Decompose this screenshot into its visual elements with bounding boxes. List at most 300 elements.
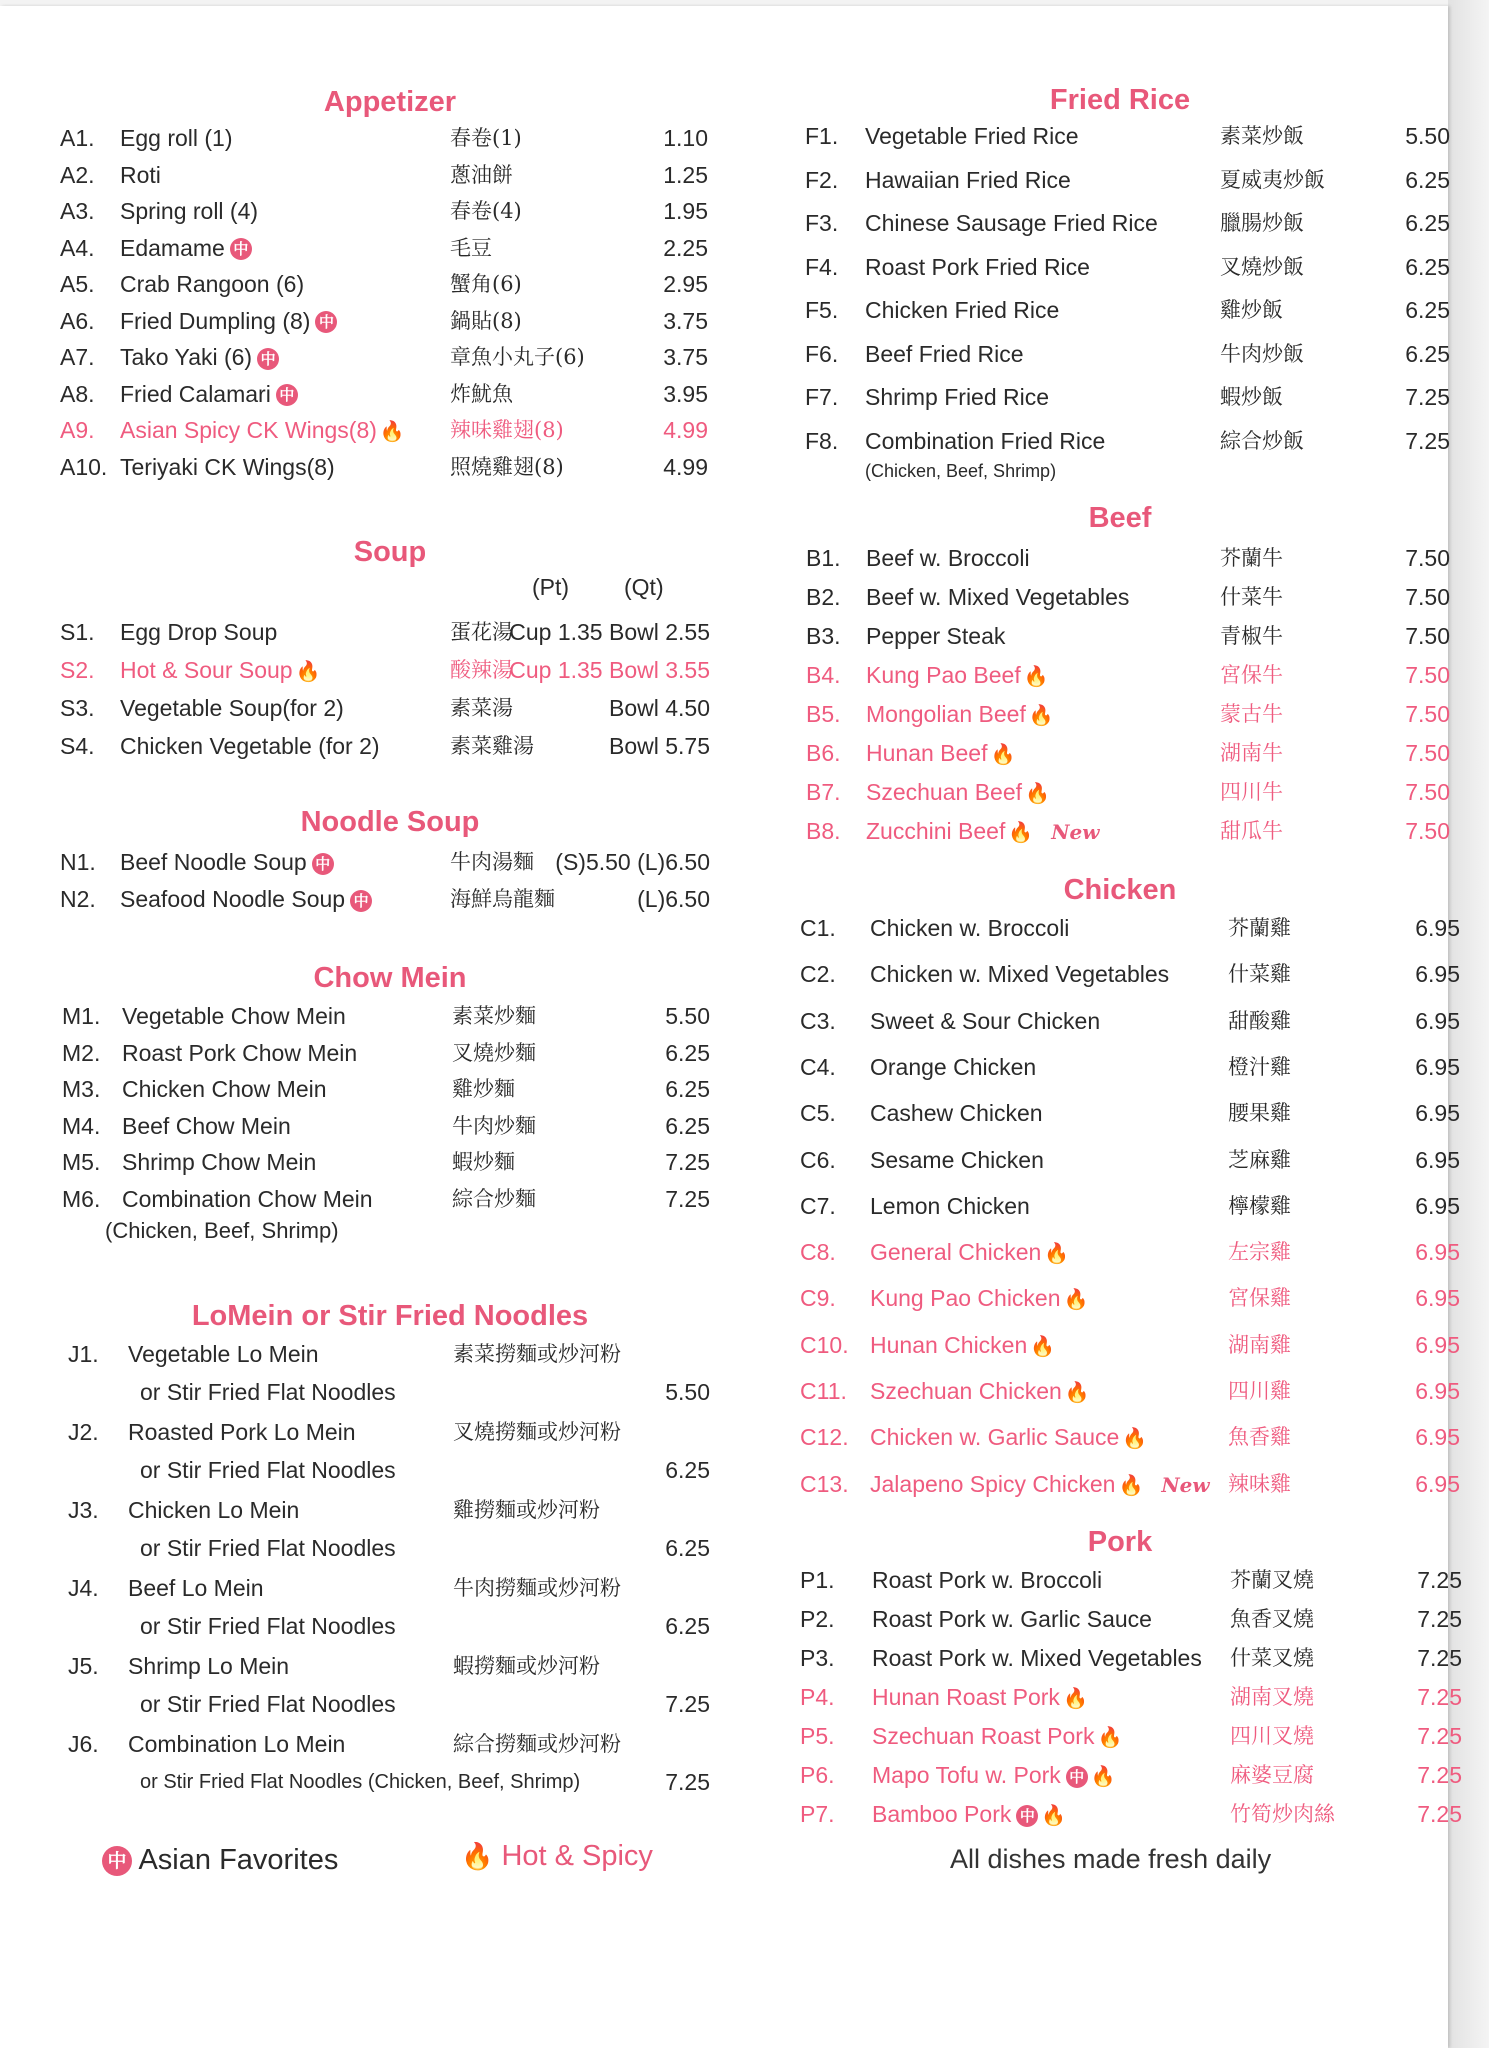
item-number: C5. — [800, 1100, 836, 1127]
item-name-text: Roast Pork Fried Rice — [865, 253, 1090, 280]
item-name — [120, 690, 344, 726]
item-number: A5. — [60, 271, 95, 297]
menu-item — [800, 1718, 1462, 1754]
asian-favorite-icon: 中 — [315, 311, 337, 333]
section-title: Chicken — [1063, 874, 1177, 906]
item-number: B7. — [806, 779, 841, 805]
menu-item — [800, 1562, 1462, 1598]
item-name-text: Hunan Roast Pork — [872, 1684, 1060, 1710]
item-name — [120, 881, 372, 917]
legend-spicy — [458, 1840, 653, 1873]
item-price: 6.95 — [1415, 1192, 1460, 1219]
item-name-text: Vegetable Fried Rice — [865, 123, 1079, 149]
item-number: M4. — [62, 1112, 101, 1139]
item-name-text: Sesame Chicken — [870, 1146, 1044, 1173]
item-price: 7.50 — [1405, 740, 1450, 766]
menu-item — [60, 157, 720, 193]
item-name-text: Vegetable Lo Mein — [128, 1341, 319, 1367]
item-number: F1. — [805, 123, 839, 149]
item-chinese-name: 炸魷魚 — [450, 381, 513, 406]
item-name-text: Teriyaki CK Wings(8) — [120, 453, 335, 480]
item-price: 5.50 — [665, 1379, 710, 1405]
item-name-text: Combination Fried Rice — [865, 427, 1106, 454]
item-chinese-name: 麻婆豆腐 — [1230, 1763, 1314, 1787]
item-name — [122, 1108, 291, 1144]
item-name-text: Roast Pork Chow Mein — [122, 1039, 358, 1066]
item-name-text: Shrimp Fried Rice — [865, 384, 1050, 410]
item-name-text: Kung Pao Beef — [866, 662, 1021, 688]
item-number: F8. — [805, 427, 839, 454]
item-price: 7.25 — [665, 1691, 710, 1717]
item-number: B4. — [806, 662, 841, 688]
item-chinese-name: 章魚小丸子(6) — [450, 345, 585, 369]
item-name-text: Vegetable Soup(for 2) — [120, 695, 344, 721]
spicy-flame-icon: 🔥 — [1028, 703, 1054, 727]
menu-item — [800, 813, 1450, 849]
item-number: P7. — [800, 1801, 835, 1827]
item-price: 2.95 — [663, 271, 708, 297]
item-name — [866, 774, 1050, 811]
item-chinese-name: 牛肉湯麵 — [450, 850, 534, 874]
item-subtitle: or Stir Fried Flat Noodles — [140, 1379, 396, 1405]
item-price: Bowl 5.75 — [608, 733, 710, 759]
asian-favorite-icon: 中 — [230, 238, 252, 260]
item-number: B5. — [806, 701, 841, 727]
item-number: P2. — [800, 1606, 835, 1632]
menu-item — [800, 423, 1450, 481]
item-chinese-name: 綜合炒麵 — [452, 1186, 536, 1211]
asian-favorite-icon: 中 — [350, 890, 372, 912]
menu-item — [60, 1414, 720, 1486]
item-price: 6.95 — [1415, 1285, 1460, 1312]
item-price: 2.25 — [663, 234, 708, 261]
asian-favorite-icon: 中 — [102, 1846, 132, 1876]
item-price: Cup 1.35 Bowl 3.55 — [509, 657, 710, 683]
item-name — [870, 1280, 1088, 1317]
item-price: 6.25 — [1405, 166, 1450, 193]
item-chinese-name: 青椒牛 — [1220, 624, 1283, 648]
item-chinese-name: 芥蘭雞 — [1228, 916, 1291, 940]
item-name — [870, 1234, 1069, 1271]
item-chinese-name: 芥蘭叉燒 — [1230, 1568, 1314, 1592]
item-price: 1.10 — [663, 125, 708, 151]
item-price: 7.50 — [1405, 545, 1450, 571]
item-name-text: Egg Drop Soup — [120, 619, 278, 645]
item-name-text: Cashew Chicken — [870, 1100, 1043, 1127]
menu-item — [60, 1570, 720, 1642]
item-price: 7.25 — [1417, 1567, 1462, 1593]
asian-favorite-icon: 中 — [257, 348, 279, 370]
menu-item — [800, 696, 1450, 732]
item-name — [870, 910, 1069, 946]
item-chinese-name: 蔥油餅 — [450, 162, 513, 187]
item-number: C4. — [800, 1053, 836, 1080]
menu-item — [800, 540, 1450, 576]
item-name-text: Fried Calamari — [120, 380, 271, 407]
item-number: A6. — [60, 307, 95, 334]
section-title: Noodle Soup — [300, 806, 480, 838]
item-chinese-name: 檸檬雞 — [1228, 1193, 1291, 1218]
item-number: C11. — [800, 1378, 847, 1404]
item-name — [122, 1181, 373, 1217]
item-number: A7. — [60, 344, 95, 370]
item-number: C6. — [800, 1146, 836, 1173]
item-number: C7. — [800, 1192, 836, 1219]
item-name — [120, 652, 321, 689]
item-number: A9. — [60, 417, 95, 443]
item-chinese-name: 海鮮烏龍麵 — [450, 887, 555, 911]
item-subtitle: or Stir Fried Flat Noodles — [140, 1613, 396, 1639]
item-number: P1. — [800, 1567, 835, 1593]
asian-favorite-icon: 中 — [312, 853, 334, 875]
menu-item — [800, 1095, 1460, 1131]
menu-item — [60, 1336, 720, 1408]
item-chinese-name: 夏威夷炒飯 — [1220, 167, 1325, 192]
item-name — [865, 249, 1090, 285]
item-number: C1. — [800, 915, 836, 941]
item-name — [866, 540, 1030, 576]
menu-item — [60, 614, 720, 650]
item-number: N2. — [60, 886, 96, 912]
item-price: 5.50 — [665, 1003, 710, 1029]
item-name — [128, 1414, 356, 1450]
menu-item — [60, 120, 720, 156]
menu-item — [60, 1035, 720, 1071]
item-chinese-name: 叉燒炒麵 — [452, 1040, 536, 1065]
menu-item — [800, 1188, 1460, 1224]
item-chinese-name: 素菜撈麵或炒河粉 — [453, 1342, 621, 1366]
item-price: 6.25 — [665, 1112, 710, 1139]
item-chinese-name: 素菜湯 — [450, 696, 513, 720]
item-name-text: Mapo Tofu w. Pork — [872, 1762, 1061, 1788]
item-price: 7.25 — [1417, 1723, 1462, 1749]
item-chinese-name: 四川牛 — [1220, 780, 1283, 804]
item-price: 7.25 — [1417, 1606, 1462, 1632]
item-chinese-name: 素菜炒麵 — [452, 1004, 536, 1028]
item-name-text: Beef Chow Mein — [122, 1112, 291, 1139]
item-name — [865, 379, 1049, 415]
item-chinese-name: 酸辣湯 — [450, 658, 513, 682]
item-name — [865, 205, 1158, 241]
item-chinese-name: 蛋花湯 — [450, 620, 513, 644]
item-name-text: Hawaiian Fried Rice — [865, 166, 1071, 193]
item-name-text: Beef Fried Rice — [865, 340, 1024, 367]
item-name — [122, 1144, 316, 1180]
spicy-flame-icon: 🔥 — [1118, 1472, 1144, 1497]
menu-item — [800, 249, 1450, 285]
item-number: A8. — [60, 380, 95, 407]
menu-item — [800, 1601, 1462, 1637]
item-price: 7.50 — [1405, 779, 1450, 805]
item-number: B6. — [806, 740, 841, 766]
item-name — [122, 998, 346, 1034]
menu-item — [60, 266, 720, 302]
item-price: 6.25 — [1405, 210, 1450, 236]
item-chinese-name: 四川叉燒 — [1230, 1724, 1314, 1748]
menu-item — [800, 1280, 1460, 1316]
menu-item — [60, 1492, 720, 1564]
item-price: 6.95 — [1415, 1331, 1460, 1358]
section-title: Soup — [353, 536, 427, 568]
item-number: C10. — [800, 1331, 849, 1358]
item-chinese-name: 蒙古牛 — [1220, 702, 1283, 726]
item-number: P5. — [800, 1723, 835, 1749]
item-name-text: Egg roll (1) — [120, 125, 233, 151]
menu-item — [800, 1234, 1460, 1270]
menu-item — [800, 1796, 1462, 1832]
item-price: 3.75 — [663, 344, 708, 370]
item-number: C9. — [800, 1285, 836, 1312]
item-name — [120, 266, 304, 302]
item-name-text: Roti — [120, 161, 161, 188]
item-chinese-name: 魚香叉燒 — [1230, 1607, 1314, 1631]
item-chinese-name: 牛肉炒麵 — [452, 1113, 536, 1138]
item-name — [120, 844, 334, 880]
item-price: (L)6.50 — [637, 886, 710, 912]
item-name — [120, 449, 335, 485]
item-number: B8. — [806, 818, 841, 844]
item-chinese-name: 綜合炒飯 — [1220, 428, 1304, 453]
item-price: 6.95 — [1415, 1424, 1460, 1451]
item-name — [870, 1373, 1090, 1410]
item-name — [128, 1648, 289, 1684]
item-name-text: Zucchini Beef — [866, 818, 1006, 844]
item-price: (S)5.50 (L)6.50 — [555, 849, 710, 875]
item-name-text: Lemon Chicken — [870, 1192, 1030, 1219]
item-name — [866, 657, 1049, 694]
item-name-text: Chicken Lo Mein — [128, 1497, 300, 1523]
menu-item — [800, 1640, 1462, 1676]
item-name — [872, 1679, 1088, 1716]
item-price: 6.25 — [1405, 253, 1450, 280]
legend-asian-label: Asian Favorites — [138, 1844, 339, 1876]
item-chinese-name: 左宗雞 — [1228, 1240, 1291, 1265]
legend-spicy-label: Hot & Spicy — [501, 1840, 653, 1872]
menu-item — [60, 303, 720, 339]
item-number: S3. — [60, 695, 95, 721]
item-name-text: Crab Rangoon (6) — [120, 271, 305, 297]
item-name-text: Beef Lo Mein — [128, 1575, 264, 1601]
item-price: Bowl 4.50 — [608, 695, 710, 721]
item-chinese-name: 蝦炒飯 — [1220, 385, 1283, 409]
item-name — [120, 614, 277, 650]
spicy-flame-icon: 🔥 — [1122, 1426, 1148, 1451]
menu-item — [800, 118, 1450, 154]
item-name — [122, 1035, 357, 1071]
item-name — [870, 1188, 1030, 1224]
item-number: J1. — [68, 1341, 99, 1367]
menu-item — [800, 735, 1450, 771]
item-number: N1. — [60, 849, 96, 875]
spicy-flame-icon: 🔥 — [295, 659, 321, 683]
item-name-text: Combination Chow Mein — [122, 1185, 373, 1212]
item-name — [120, 412, 405, 449]
menu-item — [800, 1142, 1460, 1178]
item-chinese-name: 牛肉炒飯 — [1220, 341, 1304, 366]
menu-item — [800, 292, 1450, 328]
item-name — [120, 120, 232, 156]
item-name — [872, 1718, 1122, 1755]
item-name-text: Roast Pork w. Broccoli — [872, 1567, 1103, 1593]
item-number: S1. — [60, 619, 95, 645]
item-name-text: Beef Noodle Soup — [120, 849, 307, 875]
item-name-text: Mongolian Beef — [866, 701, 1026, 727]
item-price: 6.95 — [1415, 1100, 1460, 1127]
menu-item — [60, 1071, 720, 1107]
item-name — [865, 292, 1059, 328]
spicy-flame-icon: 🔥 — [1030, 1333, 1056, 1358]
item-name — [120, 193, 258, 229]
item-number: C8. — [800, 1239, 836, 1266]
menu-item — [800, 956, 1460, 992]
item-name — [128, 1726, 345, 1762]
item-chinese-name: 綜合撈麵或炒河粉 — [453, 1732, 621, 1756]
item-price: 7.25 — [665, 1769, 710, 1795]
section-title: Chow Mein — [313, 962, 467, 994]
item-name-text: Hunan Chicken — [870, 1331, 1028, 1358]
asian-favorite-icon: 中 — [1016, 1805, 1038, 1827]
spicy-flame-icon: 🔥 — [1097, 1725, 1123, 1749]
spicy-flame-icon: 🔥 — [1044, 1241, 1070, 1266]
asian-favorite-icon: 中 — [1066, 1766, 1088, 1788]
item-chinese-name: 甜酸雞 — [1228, 1008, 1291, 1033]
item-number: F3. — [805, 210, 839, 236]
item-chinese-name: 四川雞 — [1228, 1379, 1291, 1403]
item-name — [866, 813, 1100, 850]
item-name-text: Tako Yaki (6) — [120, 344, 253, 370]
item-subtitle: or Stir Fried Flat Noodles (Chicken, Beef, Shrimp) — [140, 1771, 581, 1793]
menu-item — [60, 728, 720, 764]
item-number: F2. — [805, 166, 839, 193]
item-price: 7.50 — [1405, 818, 1450, 844]
item-number: B1. — [806, 545, 841, 571]
item-number: J3. — [68, 1497, 99, 1523]
section-title: Fried Rice — [1049, 84, 1191, 116]
menu-item — [60, 652, 720, 688]
item-name — [120, 230, 252, 266]
legend-asian — [102, 1844, 338, 1877]
item-name-text: Chicken w. Mixed Vegetables — [870, 961, 1170, 988]
item-number: C12. — [800, 1424, 849, 1451]
item-price: 6.25 — [665, 1457, 710, 1483]
item-name — [866, 618, 1005, 654]
item-price: 4.99 — [663, 453, 708, 480]
item-name — [870, 1049, 1036, 1085]
menu-item — [60, 1144, 720, 1180]
item-chinese-name: 芥蘭牛 — [1220, 546, 1283, 570]
item-subtitle: or Stir Fried Flat Noodles — [140, 1535, 396, 1561]
item-name — [120, 376, 298, 412]
item-price: 7.25 — [1405, 384, 1450, 410]
spicy-flame-icon: 🔥 — [1025, 781, 1050, 805]
flame-icon: 🔥 — [461, 1842, 494, 1872]
item-chinese-name: 素菜炒飯 — [1220, 124, 1304, 148]
item-number: P6. — [800, 1762, 835, 1788]
item-number: C2. — [800, 961, 836, 988]
item-name-text: Roast Pork w. Mixed Vegetables — [872, 1645, 1202, 1671]
item-number: A4. — [60, 234, 95, 261]
item-price: 1.25 — [663, 161, 708, 188]
item-chinese-name: 芝麻雞 — [1228, 1147, 1291, 1172]
item-number: F7. — [805, 384, 839, 410]
section-title: Pork — [1087, 1526, 1153, 1558]
item-chinese-name: 甜瓜牛 — [1220, 819, 1283, 843]
item-name-text: Shrimp Lo Mein — [128, 1653, 290, 1679]
spicy-flame-icon: 🔥 — [1063, 1287, 1089, 1312]
item-price: 6.25 — [665, 1039, 710, 1066]
item-chinese-name: 竹筍炒肉絲 — [1230, 1802, 1335, 1826]
item-price: 7.25 — [665, 1185, 710, 1212]
item-name — [120, 728, 380, 764]
item-chinese-name: 蝦炒麵 — [452, 1150, 515, 1174]
item-name — [128, 1570, 264, 1606]
item-name-text: Asian Spicy CK Wings(8) — [120, 417, 377, 443]
item-name-text: Chicken Fried Rice — [865, 297, 1060, 323]
item-name-text: Sweet & Sour Chicken — [870, 1007, 1101, 1034]
menu-item — [60, 844, 720, 880]
item-chinese-name: 素菜雞湯 — [450, 734, 534, 758]
item-chinese-name: 什菜牛 — [1220, 585, 1283, 609]
item-chinese-name: 雞炒麵 — [452, 1077, 515, 1101]
item-subtitle: or Stir Fried Flat Noodles — [140, 1457, 396, 1483]
chow-mein-note: (Chicken, Beef, Shrimp) — [105, 1218, 339, 1243]
item-name-text: Kung Pao Chicken — [870, 1285, 1061, 1312]
item-price: 6.95 — [1415, 1007, 1460, 1034]
item-price: 7.50 — [1405, 662, 1450, 688]
menu-item — [800, 618, 1450, 654]
item-number: M1. — [62, 1003, 101, 1029]
item-name — [128, 1492, 299, 1528]
item-number: M3. — [62, 1076, 101, 1102]
menu-item — [800, 162, 1450, 198]
item-name — [865, 162, 1071, 198]
item-chinese-name: 湖南雞 — [1228, 1332, 1291, 1357]
item-name-text: Szechuan Beef — [866, 779, 1023, 805]
item-price: 7.25 — [1405, 427, 1450, 454]
menu-item — [60, 1181, 720, 1217]
item-name — [120, 303, 337, 339]
item-chinese-name: 春卷(1) — [450, 126, 522, 150]
item-number: S2. — [60, 657, 95, 683]
soup-header-qt: (Qt) — [624, 574, 664, 600]
menu-item — [800, 1419, 1460, 1455]
item-number: P3. — [800, 1645, 835, 1671]
item-name — [870, 1466, 1210, 1503]
item-name — [872, 1757, 1116, 1794]
item-price: 6.25 — [665, 1076, 710, 1102]
item-name — [870, 1095, 1043, 1131]
item-number: M6. — [62, 1185, 101, 1212]
item-name — [872, 1640, 1202, 1676]
item-name-text: Hunan Beef — [866, 740, 988, 766]
item-name-text: Chicken Vegetable (for 2) — [120, 733, 380, 759]
item-name — [872, 1562, 1102, 1598]
spicy-flame-icon: 🔥 — [1008, 820, 1034, 844]
menu-item — [60, 412, 720, 448]
item-name-text: Szechuan Roast Pork — [872, 1723, 1095, 1749]
item-name-text: Spring roll (4) — [120, 198, 259, 224]
item-price: 5.50 — [1405, 123, 1450, 149]
item-number: A10. — [60, 453, 108, 480]
menu-item — [60, 881, 720, 917]
spicy-flame-icon: 🔥 — [1023, 664, 1049, 688]
item-name — [865, 336, 1024, 372]
item-price: 6.25 — [1405, 340, 1450, 367]
item-number: J4. — [68, 1575, 99, 1601]
menu-item — [800, 1466, 1460, 1502]
item-price: 6.95 — [1415, 1378, 1460, 1404]
item-name-text: Orange Chicken — [870, 1053, 1037, 1080]
